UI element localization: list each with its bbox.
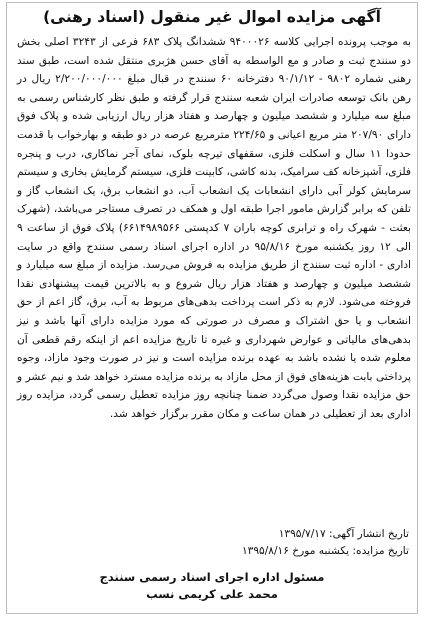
notice-dates [17, 526, 409, 560]
signature-block [7, 569, 417, 603]
notice-body [17, 33, 411, 423]
publish-date: تاریخ انتشار آگهی: ۱۳۹۵/۷/۱۷ [278, 528, 409, 540]
signature-title: مسئول اداره اجرای اسناد رسمی سنندج [99, 570, 325, 584]
signature-name: محمد علی کریمی نسب [146, 587, 278, 601]
auction-date: تاریخ مزایده: یکشنبه مورخ ۱۳۹۵/۸/۱۶ [241, 545, 409, 557]
notice-title: آگهی مزایده اموال غیر منقول (اسناد رهنی) [43, 8, 381, 26]
notice-body-text: به موجب پرونده اجرایی کلاسه ۹۴۰۰۰۲۶ ششدانگ پلاک ۶۸۳ فرعی از ۳۲۴۳ اصلی بخش دو سنندج ثبت و صادر و مع الواسطه به آقای حسن هژبری منتقل شده است، طبق سند رهنی شماره ۹۸۰۲ - ۹۰/۱/۱۲ دفترخانه ۶۰ سنندج در قبال مبلغ ۲/۲۰۰/۰۰۰/۰۰۰ ریال در رهن بانک توسعه صادرات ایران شعبه سنندج قرار گرفته و طبق نظر کارشناس رسمی به مبلغ سه میلیارد و ششصد میلیون و چهارصد و هفتاد هزار ریال ارزیابی شده و پلاک فوق دارای ۲۰۷/۹۰ متر مربع اعیانی و ۲۲۴/۶۵ مترمربع عرصه در دو طبقه و بهارخواب با قدمت حدودا ۱۱ سال و اسکلت فلزی، سقفهای تیرچه بلوک، نمای آجر نماکاری، درب و پنجره فلزی، آشپزخانه کف سرامیک، بدنه کاشی، کابینت فلزی، سیستم گرمایش بخاری و سیستم سرمایش کولر آبی دارای انشعابات یک انشعاب آب، دو انشعاب برق، یک انشعاب گاز و تلفن که برابر گزارش مامور اجرا طبقه اول و همکف در تصرف مستاجر می‌باشد، (شهرک بعثت - شهرک راه و ترابری کوچه باران ۷ کدپستی ۶۶۱۴۹۸۹۵۶۶) پلاک فوق از ساعت ۹ الی ۱۲ روز یکشنبه مورخ ۹۵/۸/۱۶ در اداره اجرای اسناد رسمی سنندج واقع در سایت اداری - اداره ثبت سنندج از طریق مزایده به فروش می‌رسد. مزایده از مبلغ سه میلیارد و ششصد میلیون و چهارصد و هفتاد هزار ریال شروع و به بالاترین قیمت پیشنهادی نقدا فروخته می‌شود. لازم به ذکر است پرداخت بدهی‌های مربوط به آب، برق، گاز اعم از حق انشعاب و یا حق اشتراک و مصرف در صورتی که مورد مزایده دارای آنها باشد و نیز بدهی‌های مالیاتی و عوارض شهرداری و غیره تا تاریخ مزایده اعم از اینکه رقم قطعی آن معلوم شده یا نشده باشد به عهده برنده مزایده است و نیز در صورت وجود مازاد، وجوه پرداختی بابت هزینه‌های فوق از محل مازاد به برنده مزایده مسترد خواهد شد و نیم عشر و حق مزایده نقدا وصول می‌گردد ضمنا چنانچه روز مزایده تعطیل رسمی گردد، مزایده روز اداری بعد از تعطیلی در همان ساعت و مکان مقرر برگزار خواهد شد. [17, 36, 412, 420]
auction-notice [6, 2, 418, 614]
